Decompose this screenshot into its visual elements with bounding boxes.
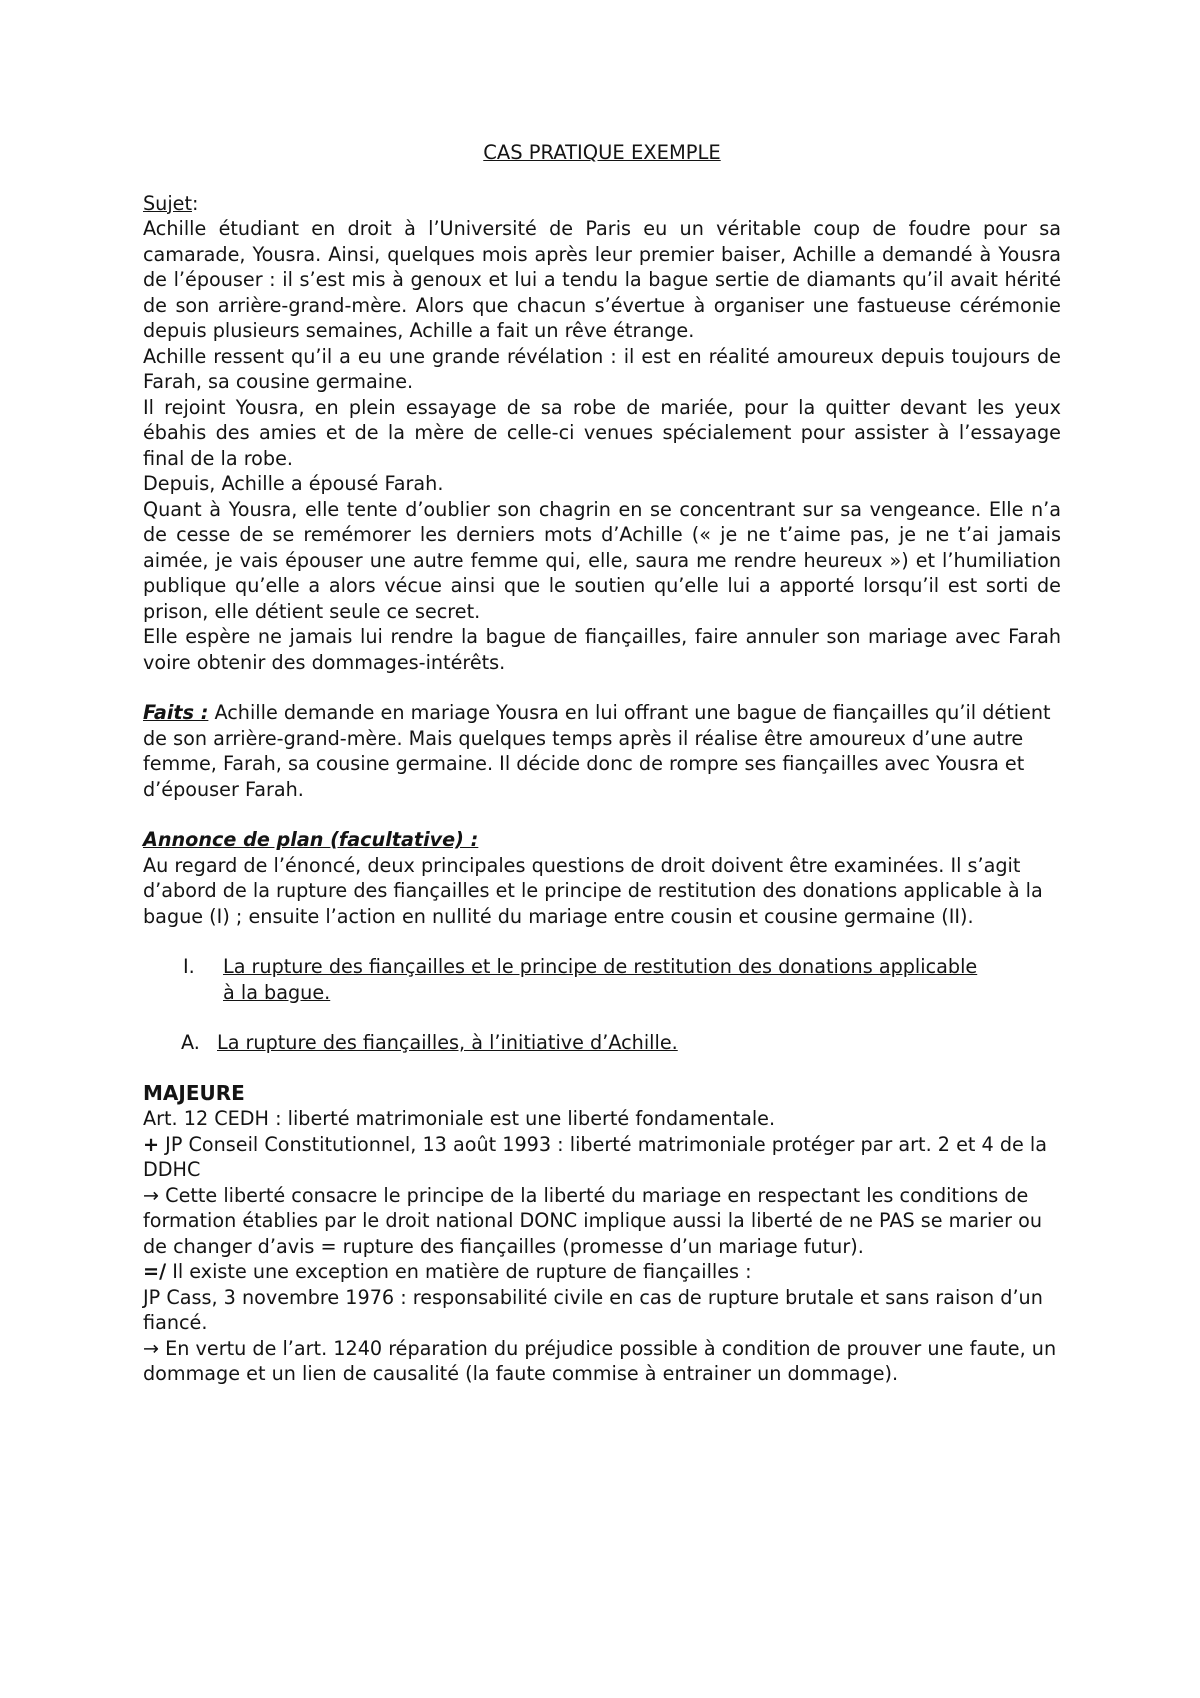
plus-icon: + [143,1132,160,1156]
majeure-line-6-text: En vertu de l’art. 1240 réparation du préjudice possible à condition de prouver une faute, un dommage et un lien de causalité (la faute commise à entrainer un dommage). [143,1336,1057,1385]
majeure-line-3 [143,1183,1061,1260]
arrow-right-icon: → [143,1183,160,1207]
sujet-paragraph-5: Quant à Yousra, elle tente d’oublier son chagrin en se concentrant sur sa vengeance. Elle n’a de cesse de se remémorer les derniers mots d’Achille (« je ne t’aime pas, je ne t’ai jamais aimée, je vais épouser une autre femme qui, elle, saura me rendre heureux ») et l’humiliation publique qu’elle a alors vécue ainsi que le soutien qu’elle lui a apporté lorsqu’il est sorti de prison, elle détient seule ce secret. [143,497,1061,623]
sujet-colon: : [192,191,199,215]
faits-section [143,700,1061,802]
part-a-number: A. [181,1031,200,1054]
part-a-heading [181,1030,1061,1056]
faits-text: Achille demande en mariage Yousra en lui offrant une bague de fiançailles qu’il détient de son arrière-grand-mère. Mais quelques temps après il réalise être amoureux d’une autre femme, Farah, sa cousine germaine. Il décide donc de rompre ses fiançailles avec Yousra et d’épouser Farah. [143,701,1051,801]
majeure-line-3-text: Cette liberté consacre le principe de la liberté du mariage en respectant les conditions de formation établies par le droit national DONC implique aussi la liberté de ne PAS se marier ou de changer d’avis = rupture des fiançailles (promesse d’un mariage futur). [143,1183,1043,1258]
majeure-line-1: Art. 12 CEDH : liberté matrimoniale est une liberté fondamentale. [143,1107,776,1130]
document-page [143,140,1061,1387]
sujet-paragraph-4: Depuis, Achille a épousé Farah. [143,472,444,495]
majeure-line-4-text: Il existe une exception en matière de rupture de fiançailles : [166,1260,752,1283]
majeure-line-2 [143,1132,1061,1183]
sujet-section [143,191,1061,676]
sujet-label: Sujet [143,191,192,215]
part-i-title: La rupture des fiançailles et le principe de restitution des donations applicable à la bague. [223,955,978,1004]
faits-label: Faits : [143,701,209,724]
sujet-paragraph-6: Elle espère ne jamais lui rendre la bague de fiançailles, faire annuler son mariage avec Farah voire obtenir des dommages-intérêts. [143,625,1061,674]
part-i-number: I. [183,955,195,978]
majeure-line-4 [143,1259,1061,1285]
majeure-line-2-text: JP Conseil Constitutionnel, 13 août 1993 : liberté matrimoniale protéger par art. 2 et 4 de la DDHC [143,1132,1047,1181]
majeure-section [143,1081,1061,1387]
part-i-heading [143,954,1061,1005]
majeure-label: MAJEURE [143,1080,245,1105]
part-a-title: La rupture des fiançailles, à l’initiative d’Achille. [217,1031,678,1054]
majeure-line-5: JP Cass, 3 novembre 1976 : responsabilité civile en cas de rupture brutale et sans raison d’un fiancé. [143,1285,1043,1334]
majeure-line-6 [143,1336,1061,1387]
annonce-label: Annonce de plan (facultative) : [143,828,479,851]
not-equal-icon: =/ [143,1260,167,1283]
sujet-paragraph-1: Achille étudiant en droit à l’Université de Paris eu un véritable coup de foudre pour sa camarade, Yousra. Ainsi, quelques mois après leur premier baiser, Achille a demandé à Yousra de l’épouser : il s’est mis à genoux et lui a tendu la bague sertie de diamants qu’il avait hérité de son arrière-grand-mère. Alors que chacun s’évertue à organiser une fastueuse cérémonie depuis plusieurs semaines, Achille a fait un rêve étrange. [143,217,1061,342]
document-title: CAS PRATIQUE EXEMPLE [483,141,721,164]
annonce-text: Au regard de l’énoncé, deux principales questions de droit doivent être examinées. Il s’agit d’abord de la rupture des fiançailles et le principe de restitution des donations applicable à la bague (I) ; ensuite l’action en nullité du mariage entre cousin et cousine germaine (II). [143,853,1043,928]
arrow-right-icon-2: → [143,1336,160,1360]
sujet-paragraph-3: Il rejoint Yousra, en plein essayage de sa robe de mariée, pour la quitter devant les yeux ébahis des amies et de la mère de celle-ci venues spécialement pour assister à l’essayage final de la robe. [143,395,1061,470]
annonce-section [143,827,1061,929]
sujet-paragraph-2: Achille ressent qu’il a eu une grande révélation : il est en réalité amoureux depuis toujours de Farah, sa cousine germaine. [143,344,1061,393]
